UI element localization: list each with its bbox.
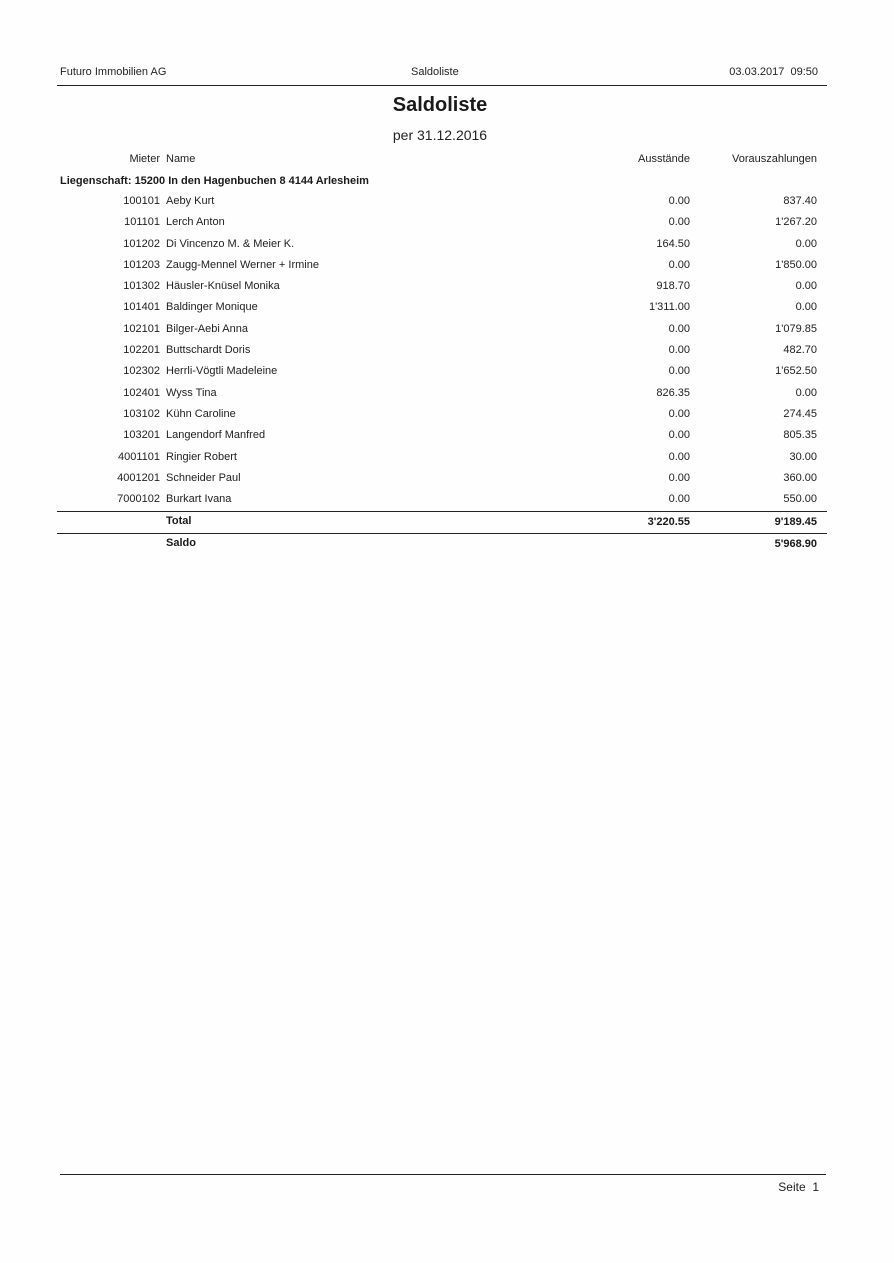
table-row xyxy=(0,340,894,361)
table-row xyxy=(0,255,894,276)
cell-ausstaende: 0.00 xyxy=(668,365,690,378)
cell-ausstaende: 0.00 xyxy=(668,450,690,463)
header-datetime: 03.03.2017 09:50 xyxy=(729,66,818,78)
cell-vorauszahlungen: 360.00 xyxy=(783,471,817,484)
cell-mieter: 102302 xyxy=(123,365,160,378)
cell-mieter: 101401 xyxy=(123,301,160,314)
cell-ausstaende: 0.00 xyxy=(668,258,690,271)
cell-ausstaende: 0.00 xyxy=(668,216,690,229)
cell-vorauszahlungen: 1'267.20 xyxy=(775,216,817,229)
cell-mieter: 101101 xyxy=(124,216,160,229)
cell-mieter: 100101 xyxy=(123,195,160,207)
header-report-name: Saldoliste xyxy=(411,66,459,78)
cell-vorauszahlungen: 0.00 xyxy=(795,237,817,250)
cell-vorauszahlungen: 1'652.50 xyxy=(775,365,817,378)
property-heading: Liegenschaft: 15200 In den Hagenbuchen 8 4144 Arlesheim xyxy=(60,175,369,187)
tenant-table xyxy=(0,191,894,510)
table-row xyxy=(0,468,894,489)
total-label: Total xyxy=(166,515,192,527)
page-subtitle: per 31.12.2016 xyxy=(392,127,488,143)
table-row xyxy=(0,276,894,297)
cell-vorauszahlungen: 30.00 xyxy=(789,450,817,463)
cell-mieter: 101202 xyxy=(123,237,160,250)
table-row xyxy=(0,297,894,318)
saldo-value: 5'968.90 xyxy=(774,538,817,550)
column-header-vorauszahlungen: Vorauszahlungen xyxy=(731,153,817,165)
cell-vorauszahlungen: 482.70 xyxy=(783,344,817,357)
page-title: Saldoliste xyxy=(392,94,488,116)
cell-ausstaende: 0.00 xyxy=(668,344,690,357)
column-header-ausstaende: Ausstände xyxy=(638,153,690,165)
cell-ausstaende: 0.00 xyxy=(668,493,690,506)
cell-name: Schneider Paul xyxy=(166,471,241,484)
column-header-name: Name xyxy=(166,153,196,165)
cell-name: Zaugg-Mennel Werner + Irmine xyxy=(166,258,319,271)
cell-vorauszahlungen: 1'850.00 xyxy=(775,258,817,271)
cell-name: Bilger-Aebi Anna xyxy=(166,322,248,335)
cell-ausstaende: 826.35 xyxy=(656,386,690,399)
table-row xyxy=(0,425,894,446)
cell-ausstaende: 0.00 xyxy=(668,195,690,207)
cell-ausstaende: 0.00 xyxy=(668,429,690,442)
cell-mieter: 4001101 xyxy=(117,450,160,463)
total-vorauszahlungen: 9'189.45 xyxy=(774,516,817,528)
footer-divider xyxy=(60,1174,826,1175)
cell-mieter: 102201 xyxy=(123,344,160,357)
cell-name: Buttschardt Doris xyxy=(166,344,251,357)
cell-vorauszahlungen: 1'079.85 xyxy=(775,322,817,335)
cell-name: Di Vincenzo M. & Meier K. xyxy=(166,237,295,250)
cell-ausstaende: 0.00 xyxy=(668,407,690,420)
cell-ausstaende: 164.50 xyxy=(656,237,690,250)
cell-mieter: 102401 xyxy=(123,386,160,399)
cell-name: Langendorf Manfred xyxy=(166,429,266,442)
cell-vorauszahlungen: 805.35 xyxy=(783,429,817,442)
table-row xyxy=(0,489,894,510)
cell-mieter: 7000102 xyxy=(117,493,160,506)
cell-mieter: 4001201 xyxy=(117,471,160,484)
table-row xyxy=(0,447,894,468)
cell-vorauszahlungen: 274.45 xyxy=(783,407,817,420)
table-row xyxy=(0,234,894,255)
cell-vorauszahlungen: 837.40 xyxy=(783,195,817,207)
cell-mieter: 103201 xyxy=(123,429,160,442)
saldo-label: Saldo xyxy=(166,537,196,549)
cell-vorauszahlungen: 0.00 xyxy=(795,301,817,314)
cell-mieter: 102101 xyxy=(123,322,160,335)
total-divider xyxy=(57,511,827,512)
table-row xyxy=(0,212,894,233)
cell-ausstaende: 918.70 xyxy=(656,280,690,293)
cell-vorauszahlungen: 0.00 xyxy=(795,386,817,399)
cell-vorauszahlungen: 0.00 xyxy=(795,280,817,293)
table-row xyxy=(0,404,894,425)
cell-mieter: 101302 xyxy=(123,280,160,293)
table-row xyxy=(0,361,894,382)
cell-name: Herrli-Vögtli Madeleine xyxy=(166,365,278,378)
cell-name: Wyss Tina xyxy=(166,386,217,399)
cell-name: Burkart Ivana xyxy=(166,493,232,506)
total-ausstaende: 3'220.55 xyxy=(647,516,690,528)
cell-name: Baldinger Monique xyxy=(166,301,258,314)
table-row xyxy=(0,319,894,340)
cell-name: Lerch Anton xyxy=(166,216,225,229)
header-company: Futuro Immobilien AG xyxy=(60,66,167,78)
cell-mieter: 103102 xyxy=(123,407,160,420)
page-number: Seite 1 xyxy=(778,1180,819,1194)
cell-ausstaende: 1'311.00 xyxy=(648,301,690,314)
cell-name: Kühn Caroline xyxy=(166,407,236,420)
cell-ausstaende: 0.00 xyxy=(668,322,690,335)
cell-name: Aeby Kurt xyxy=(166,195,215,207)
saldo-divider xyxy=(57,533,827,534)
cell-name: Häusler-Knüsel Monika xyxy=(166,280,280,293)
table-row xyxy=(0,383,894,404)
cell-vorauszahlungen: 550.00 xyxy=(783,493,817,506)
column-header-mieter: Mieter xyxy=(129,153,160,165)
header-divider xyxy=(57,85,827,86)
cell-mieter: 101203 xyxy=(123,258,160,271)
cell-ausstaende: 0.00 xyxy=(668,471,690,484)
table-row xyxy=(0,191,894,212)
cell-name: Ringier Robert xyxy=(166,450,237,463)
